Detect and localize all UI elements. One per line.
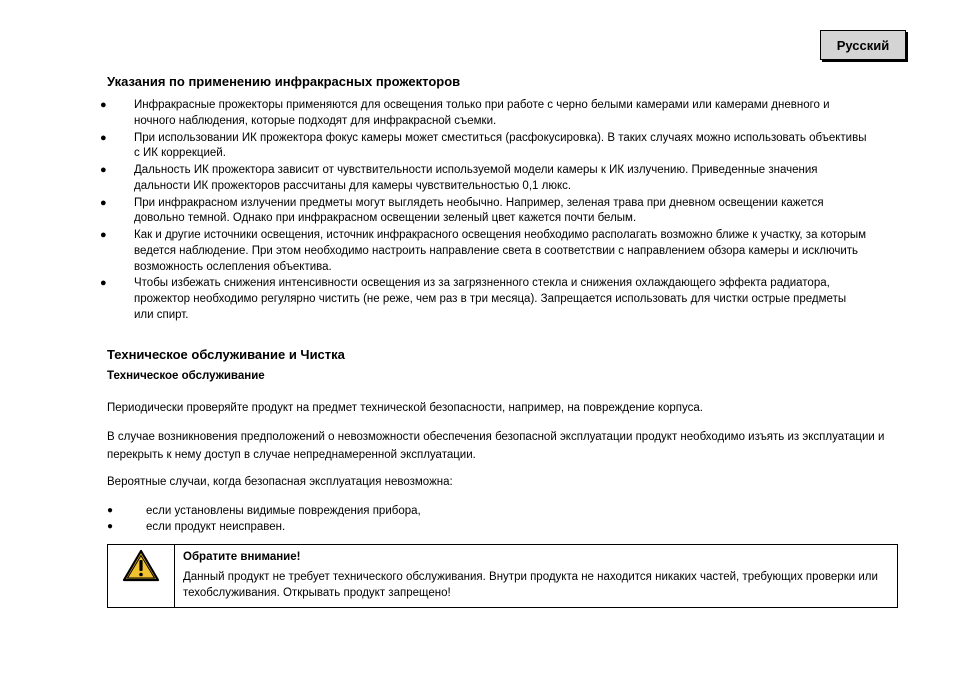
- ir-bullet-list: [100, 98, 867, 325]
- bullet-icon: ●: [100, 99, 107, 111]
- bullet-icon: ●: [100, 277, 107, 290]
- bullet-icon: ●: [100, 131, 107, 144]
- paragraph-unsafe-operation: В случае возникновения предположений о невозможности обеспечения безопасной эксплуатации продукт необходимо изъять из эксплуатации и перекрыть к нему доступ в случае непреднамеренной эксплуатации.: [107, 431, 885, 461]
- list-item: ● Инфракрасные прожекторы применяются для освещения только при работе с черно белыми камерами или камерами дневного и ночного наблюдения, которые подходят для инфракрасной съемки.: [100, 99, 830, 127]
- cases-list: [107, 503, 421, 535]
- bullet-icon: ●: [100, 164, 107, 177]
- list-item: ● При инфракрасном излучении предметы могут выглядеть необычно. Например, зеленая трава при дневном освещении кажется довольно темной. Однако при инфракрасном освещении зеленый цвет кажется почти белым.: [100, 196, 824, 225]
- bullet-icon: ●: [100, 229, 107, 242]
- ir-section-heading: Указания по применению инфракрасных прожекторов: [107, 74, 461, 89]
- list-item: ● При использовании ИК прожектора фокус камеры может сместиться (расфокусировка). В таких случаях можно использовать объективы с ИК коррекцией.: [100, 131, 867, 160]
- bullet-icon: ●: [107, 505, 114, 516]
- list-item: ● Чтобы избежать снижения интенсивности освещения из за загрязненного стекла и снижения охлаждающего эффекта радиатора, прожектор необходимо регулярно чистить (не реже, чем раз в три месяца). Запрещается использовать для чистки острые предметы или спирт.: [100, 277, 847, 321]
- notice-icon-cell: [108, 545, 175, 607]
- language-tab: Русский: [820, 30, 906, 60]
- list-item: ● Как и другие источники освещения, источник инфракрасного освещения необходимо располагать возможно ближе к участку, за которым ведется наблюдение. При этом необходимо настроить направление света в соответствии с направлением обзора камеры и исключить возможность ослепления объектива.: [100, 229, 867, 273]
- maintenance-subheading: Техническое обслуживание: [107, 370, 265, 382]
- notice-box: [107, 544, 898, 608]
- notice-title: Обратите внимание!: [183, 551, 301, 563]
- warning-triangle-icon: [122, 549, 160, 583]
- paragraph-possible-cases: Вероятные случаи, когда безопасная эксплуатация невозможна:: [107, 476, 453, 488]
- notice-body: Данный продукт не требует технического обслуживания. Внутри продукта не находится никаких частей, требующих проверки или техобслуживания. Открывать продукт запрещено!: [183, 570, 878, 599]
- list-item: ● если продукт неисправен.: [107, 521, 286, 533]
- notice-text-cell: [175, 545, 897, 607]
- list-item: ● если установлены видимые повреждения прибора,: [107, 505, 421, 517]
- paragraph-periodic-check: Периодически проверяйте продукт на предмет технической безопасности, например, на повреждение корпуса.: [107, 402, 703, 414]
- bullet-icon: ●: [107, 521, 114, 532]
- list-item: ● Дальность ИК прожектора зависит от чувствительности используемой модели камеры к ИК излучению. Приведенные значения дальности ИК прожекторов рассчитаны для камеры чувствительностью 0,1 люкс.: [100, 164, 818, 192]
- maintenance-section-heading: Техническое обслуживание и Чистка: [107, 347, 345, 362]
- bullet-icon: ●: [100, 196, 107, 209]
